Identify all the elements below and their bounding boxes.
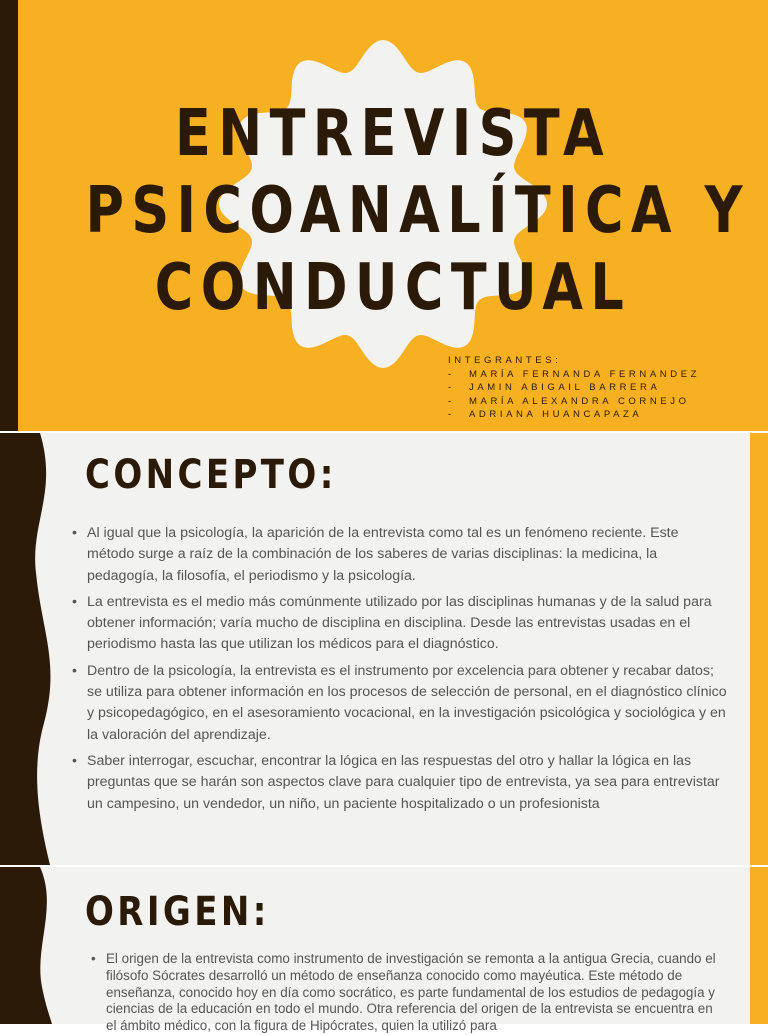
origen-slide (0, 867, 768, 1034)
list-item: • Al igual que la psicología, la aparición de la entrevista como tal es un fenómeno reciente. Este método surge a raíz de la combinación de los saberes de varias disciplinas: la medicina, la pedagogía, la filosofía, el periodismo y la psicología. (72, 525, 679, 584)
title-line-1: ENTREVISTA (175, 97, 611, 171)
members-heading: INTEGRANTES: (448, 355, 562, 366)
title-slide (0, 0, 768, 431)
wavy-left-border (0, 867, 56, 1024)
list-item: • El origen de la entrevista como instrumento de investigación se remonta a la antigua Grecia, cuando el filósofo Sócrates desarrolló un método de enseñanza conocido como mayéutica. Este método de enseñanza, conocido hoy en día como socrático, es parte fundamental de los estudios de pedagogía y ciencias de la educación en todo el mundo. Otra referencia del origen de la entrevista se encuentra en el ámbito médico, con la figura de Hipócrates, quien la utilizó para (91, 951, 716, 1034)
bullet-icon: • (72, 525, 77, 541)
bullet-icon: • (72, 593, 77, 610)
members-block (448, 354, 700, 422)
section-heading: ORIGEN: (85, 889, 270, 935)
right-accent-bar (750, 433, 768, 865)
list-item: • La entrevista es el medio más comúnmente utilizado por las disciplinas humanas y de la salud para obtener información; varía mucho de disciplina en disciplina. Desde las entrevistas usadas en el periodismo hasta las que utilizan los médicos para el diagnóstico. (72, 593, 712, 653)
title-line-2: PSICOANALÍTICA Y (85, 174, 750, 248)
right-accent-bar (750, 867, 768, 1024)
list-item: • Saber interrogar, escuchar, encontrar la lógica en las respuestas del otro y hallar la lógica en las preguntas que se harán son aspectos clave para cualquier tipo de entrevista, ya sea para entrevistar un campesino, un vendedor, un niño, un paciente hospitalizado o un profesionista (72, 752, 720, 812)
left-accent-bar (0, 0, 18, 431)
list-item: • Dentro de la psicología, la entrevista es el instrumento por excelencia para obtener y recabar datos; se utiliza para obtener información en los procesos de selección de personal, en el diagnóstico clínico y psicopedagógico, en el asesoramiento vocacional, en la investigación psicológica y sociológica y en la valoración del aprendizaje. (72, 662, 727, 743)
section-heading: CONCEPTO: (85, 452, 337, 498)
title-line-3: CONDUCTUAL (154, 251, 632, 325)
member-item: - JAMIN ABIGAIL BARRERA (448, 382, 661, 393)
member-item: - MARÍA FERNANDA FERNANDEZ (448, 368, 701, 380)
presentation-title (85, 96, 750, 327)
bullet-icon: • (72, 752, 77, 769)
bullet-icon: • (72, 662, 77, 679)
bullet-list (72, 523, 727, 820)
member-item: - MARÍA ALEXANDRA CORNEJO (448, 395, 690, 407)
concepto-slide (0, 433, 768, 865)
bullet-list (91, 951, 721, 1035)
wavy-left-border (0, 433, 56, 865)
bullet-icon: • (91, 951, 96, 966)
member-item: - ADRIANA HUANCAPAZA (448, 409, 643, 420)
